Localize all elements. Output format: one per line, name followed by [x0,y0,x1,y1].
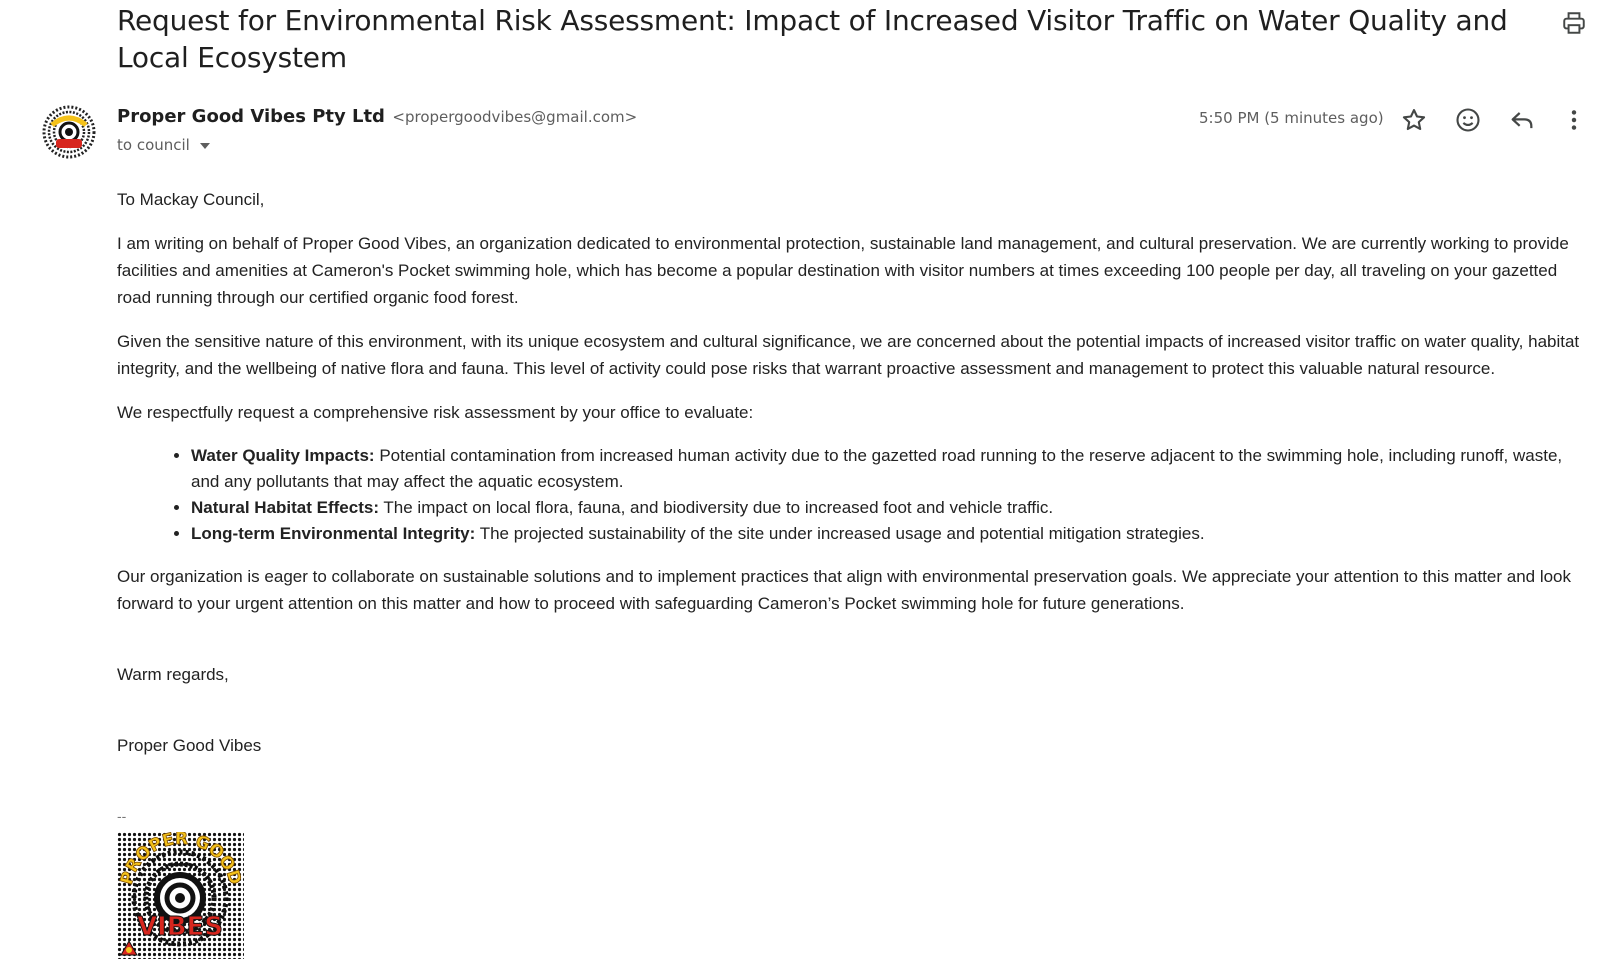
signature-logo [117,832,244,959]
list-item-title: Water Quality Impacts: [191,446,375,465]
emoji-icon [1454,106,1482,134]
body-paragraph-4: Our organization is eager to collaborate on sustainable solutions and to implement practices that align with environmental preservation goals. We appreciate your attention to this matter and look forward to your urgent attention on this matter and how to proceed with safeguarding Cameron’s Pocket swimming hole for future generations. [117,567,1572,613]
body-paragraph-1: I am writing on behalf of Proper Good Vibes, an organization dedicated to environmental protection, sustainable land management, and cultural preservation. We are currently working to provide facilities and amenities at Cameron's Pocket swimming hole, which has become a popular destination with visitor numbers at times exceeding 100 people per day, all traveling on your gazetted road running through our certified organic food forest. [117,234,1569,307]
sender-name[interactable]: Proper Good Vibes Pty Ltd [117,106,385,127]
proper-good-vibes-logo [117,832,244,959]
reply-icon [1508,106,1536,134]
star-button[interactable] [1400,106,1428,134]
list-item-text: The projected sustainability of the site under increased usage and potential mitigation strategies. [475,524,1205,543]
greeting: To Mackay Council, [117,190,265,209]
body-paragraph-3: We respectfully request a comprehensive risk assessment by your office to evaluate: [117,403,754,422]
more-options-button[interactable] [1560,106,1588,134]
list-item [191,495,1595,521]
recipients-label: to council [117,136,190,154]
avatar-logo-image [42,105,96,159]
add-reaction-button[interactable] [1454,106,1482,134]
sender-email: <propergoodvibes@gmail.com> [392,108,638,126]
print-icon [1561,10,1587,36]
list-item-title: Long-term Environmental Integrity: [191,524,476,543]
logo-line2: VIBES [136,912,224,942]
print-button[interactable] [1561,10,1587,36]
list-item [191,521,1595,547]
list-item-text: The impact on local flora, fauna, and biodiversity due to increased foot and vehicle traffic. [378,498,1054,517]
email-timestamp: 5:50 PM (5 minutes ago) [1199,109,1384,127]
list-item-text: Potential contamination from increased human activity due to the gazetted road running to the reserve adjacent to the swimming hole, including runoff, waste, and any pollutants that may affect the aquatic ecosystem. [191,446,1563,491]
recipients-dropdown[interactable] [117,136,210,154]
star-icon [1400,106,1428,134]
reply-button[interactable] [1508,106,1536,134]
body-paragraph-2: Given the sensitive nature of this environment, with its unique ecosystem and cultural significance, we are concerned about the potential impacts of increased visitor traffic on water quality, habitat integrity, and the wellbeing of native flora and fauna. This level of activity could pose risks that warrant proactive assessment and management to protect this valuable natural resource. [117,332,1580,378]
logo-line1: PROPER GOOD [117,832,244,888]
email-subject: Request for Environmental Risk Assessment: Impact of Increased Visitor Traffic on Water Quality and Local Ecosystem [117,4,1508,74]
more-vert-icon [1560,106,1588,134]
assessment-list [117,443,1595,547]
list-item-title: Natural Habitat Effects: [191,498,379,517]
closing: Warm regards, [117,665,229,684]
sender-avatar[interactable] [42,105,96,159]
signature-separator: -- [117,808,127,824]
email-body [117,186,1595,776]
signature-name: Proper Good Vibes [117,736,262,755]
sender-info [117,106,637,127]
chevron-down-icon [200,143,210,149]
list-item [191,443,1595,495]
